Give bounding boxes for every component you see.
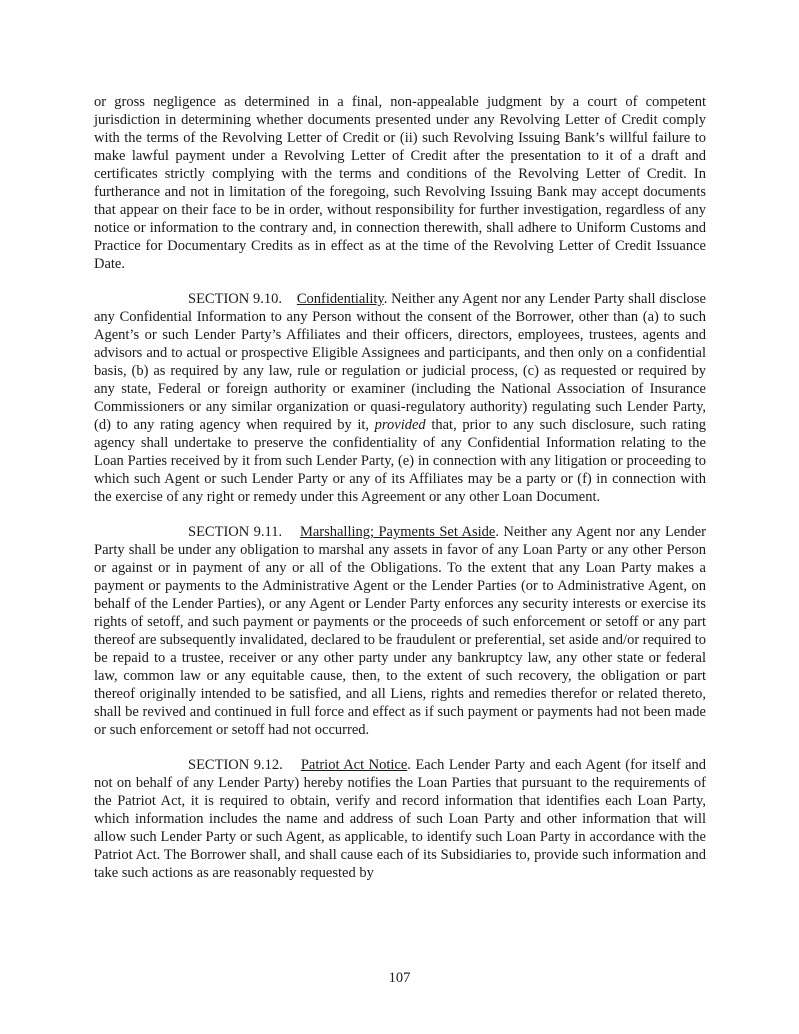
- section-body: . Each Lender Party and each Agent (for itself and not on behalf of any Lender Party) hereby notifies the Loan Parties that pursuant to the requirements of the Patriot Act, it is required to obtain, verify and record information that identifies each Loan Party, which information includes the name and address of such Loan Party and other information that will allow such Lender Party or such Agent, as applicable, to identify such Loan Party in accordance with the Patriot Act. The Borrower shall, and shall cause each of its Subsidiaries to, provide such information and take such actions as are reasonably requested by: [94, 757, 706, 881]
- section-9-12-paragraph: [94, 756, 706, 882]
- section-9-11-paragraph: [94, 523, 706, 739]
- section-title: Confidentiality: [296, 291, 384, 307]
- paragraph-text: or gross negligence as determined in a final, non-appealable judgment by a court of competent jurisdiction in determining whether documents presented under any Revolving Letter of Credit comply with the terms of the Revolving Letter of Credit or (ii) such Revolving Issuing Bank’s willful failure to make lawful payment under a Revolving Letter of Credit after the presentation to it of a draft and certificates strictly complying with the terms and conditions of the Revolving Letter of Credit. In furtherance and not in limitation of the foregoing, such Revolving Issuing Bank may accept documents that appear on their face to be in order, without responsibility for further investigation, regardless of any notice or information to the contrary and, in connection therewith, shall adhere to Uniform Customs and Practice for Documentary Credits as in effect as at the time of the Revolving Letter of Credit Issuance Date.: [94, 94, 706, 272]
- document-page: [94, 93, 706, 899]
- section-number: SECTION 9.10.: [188, 291, 282, 307]
- section-title: Patriot Act Notice: [300, 757, 408, 773]
- paragraph-continuation: [94, 93, 706, 273]
- section-number: SECTION 9.12.: [188, 757, 283, 773]
- section-number: SECTION 9.11.: [188, 524, 283, 540]
- section-body-continued: that, prior to any such disclosure, such rating agency shall undertake to preserve the confidentiality of any Confidential Information relating to the Loan Parties received by it from such Lender Party, (e) in connection with any litigation or proceeding to which such Agent or such Lender Party or any of its Affiliates may be a party or (f) in connection with the exercise of any right or remedy under this Agreement or any other Loan Document.: [94, 417, 706, 505]
- section-body: . Neither any Agent nor any Lender Party shall be under any obligation to marshal any assets in favor of any Loan Party or any other Person or against or in payment of any or all of the Obligations. To the extent that any Loan Party makes a payment or payments to the Administrative Agent or the Lender Parties (or to Administrative Agent, on behalf of the Lender Parties), or any Agent or Lender Party enforces any security interests or exercise its rights of setoff, and such payment or payments or the proceeds of such enforcement or setoff or any part thereof are subsequently invalidated, declared to be fraudulent or preferential, set aside and/or required to be repaid to a trustee, receiver or any other party under any bankruptcy law, any other state or federal law, common law or any equitable cause, then, to the extent of such recovery, the obligation or part thereof originally intended to be satisfied, and all Liens, rights and remedies therefor or related thereto, shall be revived and continued in full force and effect as if such payment or payments had not been made or such enforcement or setoff had not occurred.: [94, 524, 707, 738]
- section-title: Marshalling; Payments Set Aside: [299, 524, 496, 540]
- section-9-10-paragraph: [94, 290, 706, 506]
- page-number: 107: [388, 970, 411, 986]
- emphasized-term: provided: [374, 417, 426, 433]
- section-body: . Neither any Agent nor any Lender Party shall disclose any Confidential Information to any Person without the consent of the Borrower, other than (a) to such Agent’s or such Lender Party’s Affiliates and their officers, directors, employees, trustees, agents and advisors and to actual or prospective Eligible Assignees and participants, and then only on a confidential basis, (b) as required by any law, rule or regulation or judicial process, (c) as requested or required by any state, Federal or foreign authority or examiner (including the National Association of Insurance Commissioners or any similar organization or quasi-regulatory authority) regulating such Lender Party, (d) to any rating agency when required by it,: [94, 291, 706, 433]
